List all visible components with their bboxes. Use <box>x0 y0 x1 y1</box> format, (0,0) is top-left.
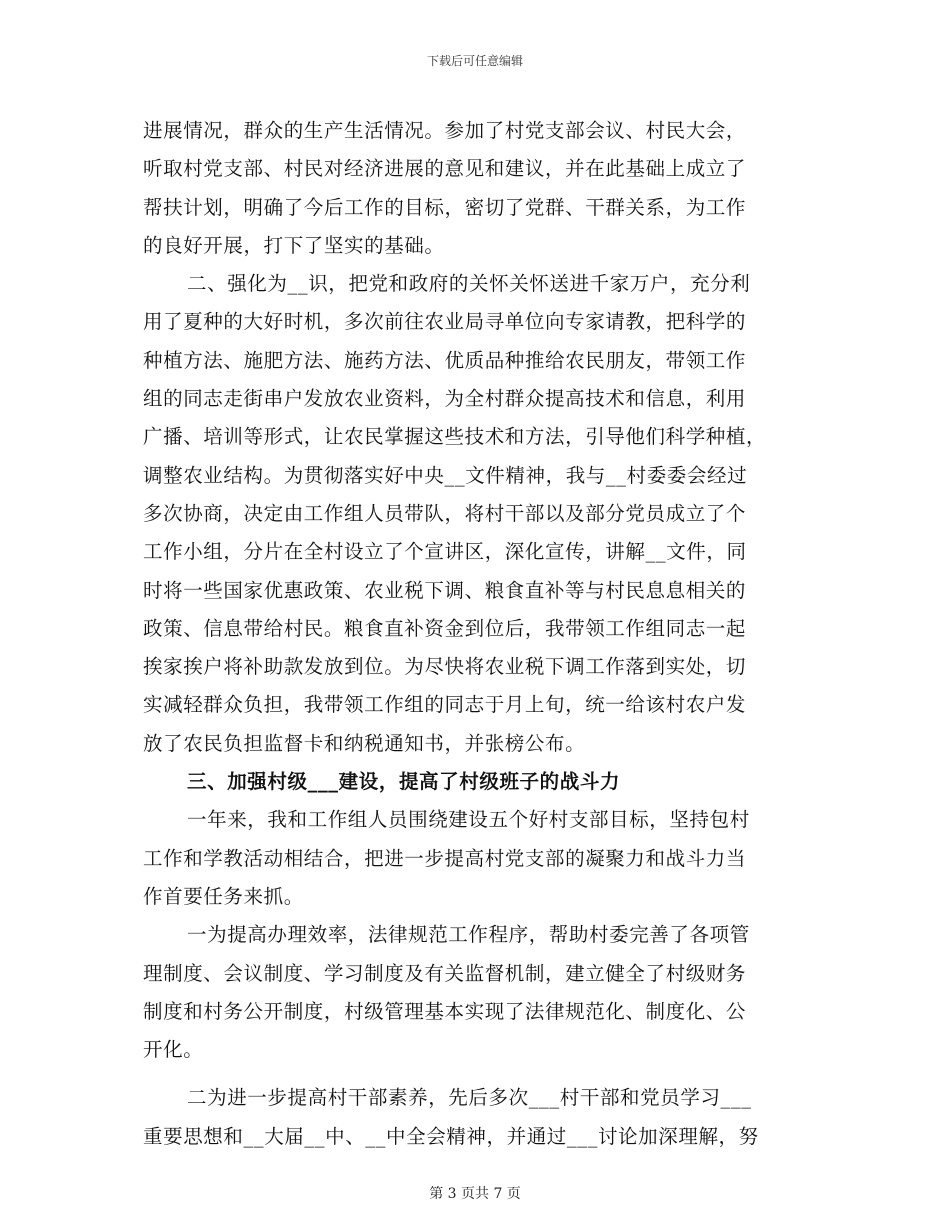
section-heading: 三、加强村级___建设，提高了村级班子的战斗力 <box>187 770 621 794</box>
page-footer: 第 3 页共 7 页 <box>429 1186 521 1202</box>
text-line: 时将一些国家优惠政策、农业税下调、粮食直补等与村民息息相关的 <box>143 578 747 602</box>
text-line: 制度和村务公开制度，村级管理基本实现了法律规范化、制度化、公 <box>143 999 747 1023</box>
paragraph-start: 二、强化为__识，把党和政府的关怀关怀送进千家万户，充分利 <box>187 272 751 296</box>
text-line: 放了农民负担监督卡和纳税通知书，并张榜公布。 <box>143 731 586 755</box>
text-line: 挨家挨户将补助款发放到位。为尽快将农业税下调工作落到实处，切 <box>143 655 747 679</box>
text-line: 用了夏种的大好时机，多次前往农业局寻单位向专家请教，把科学的 <box>143 310 747 334</box>
text-line: 进展情况，群众的生产生活情况。参加了村党支部会议、村民大会， <box>143 119 747 142</box>
text-line: 工作和学教活动相结合，把进一步提高村党支部的凝聚力和战斗力当 <box>143 846 747 870</box>
text-line: 开化。 <box>143 1038 204 1062</box>
text-line: 广播、培训等形式，让农民掌握这些技术和方法，引导他们科学种植， <box>143 425 767 449</box>
paragraph-start: 一年来，我和工作组人员围绕建设五个好村支部目标，坚持包村 <box>187 808 750 832</box>
text-line: 重要思想和__大届__中、__中全会精神，并通过___讨论加深理解，努 <box>143 1124 759 1148</box>
text-line: 多次协商，决定由工作组人员带队，将村干部以及部分党员成立了个 <box>143 501 747 525</box>
paragraph-start: 二为进一步提高村干部素养，先后多次___村干部和党员学习___ <box>187 1086 752 1110</box>
paragraph-start: 一为提高办理效率，法律规范工作程序，帮助村委完善了各项管 <box>187 923 750 947</box>
document-body <box>143 112 807 1156</box>
text-line: 调整农业结构。为贯彻落实好中央__文件精神，我与__村委委会经过 <box>143 463 748 487</box>
text-line: 听取村党支部、村民对经济进展的意见和建议，并在此基础上成立了 <box>143 157 747 181</box>
text-line: 种植方法、施肥方法、施药方法、优质品种推给农民朋友，带领工作 <box>143 348 747 372</box>
page-header: 下载后可任意编辑 <box>426 54 523 68</box>
text-line: 帮扶计划，明确了今后工作的目标，密切了党群、干群关系，为工作 <box>143 195 747 219</box>
text-line: 工作小组，分片在全村设立了个宣讲区，深化宣传，讲解__文件，同 <box>143 540 747 564</box>
text-line: 政策、信息带给村民。粮食直补资金到位后，我带领工作组同志一起 <box>143 616 747 640</box>
text-line: 组的同志走街串户发放农业资料，为全村群众提高技术和信息，利用 <box>143 387 747 411</box>
text-line: 理制度、会议制度、学习制度及有关监督机制，建立健全了村级财务 <box>143 961 747 985</box>
text-line: 作首要任务来抓。 <box>143 884 304 908</box>
text-line: 实减轻群众负担，我带领工作组的同志于月上旬，统一给该村农户发 <box>143 693 747 717</box>
text-line: 的良好开展，打下了坚实的基础。 <box>143 233 445 257</box>
